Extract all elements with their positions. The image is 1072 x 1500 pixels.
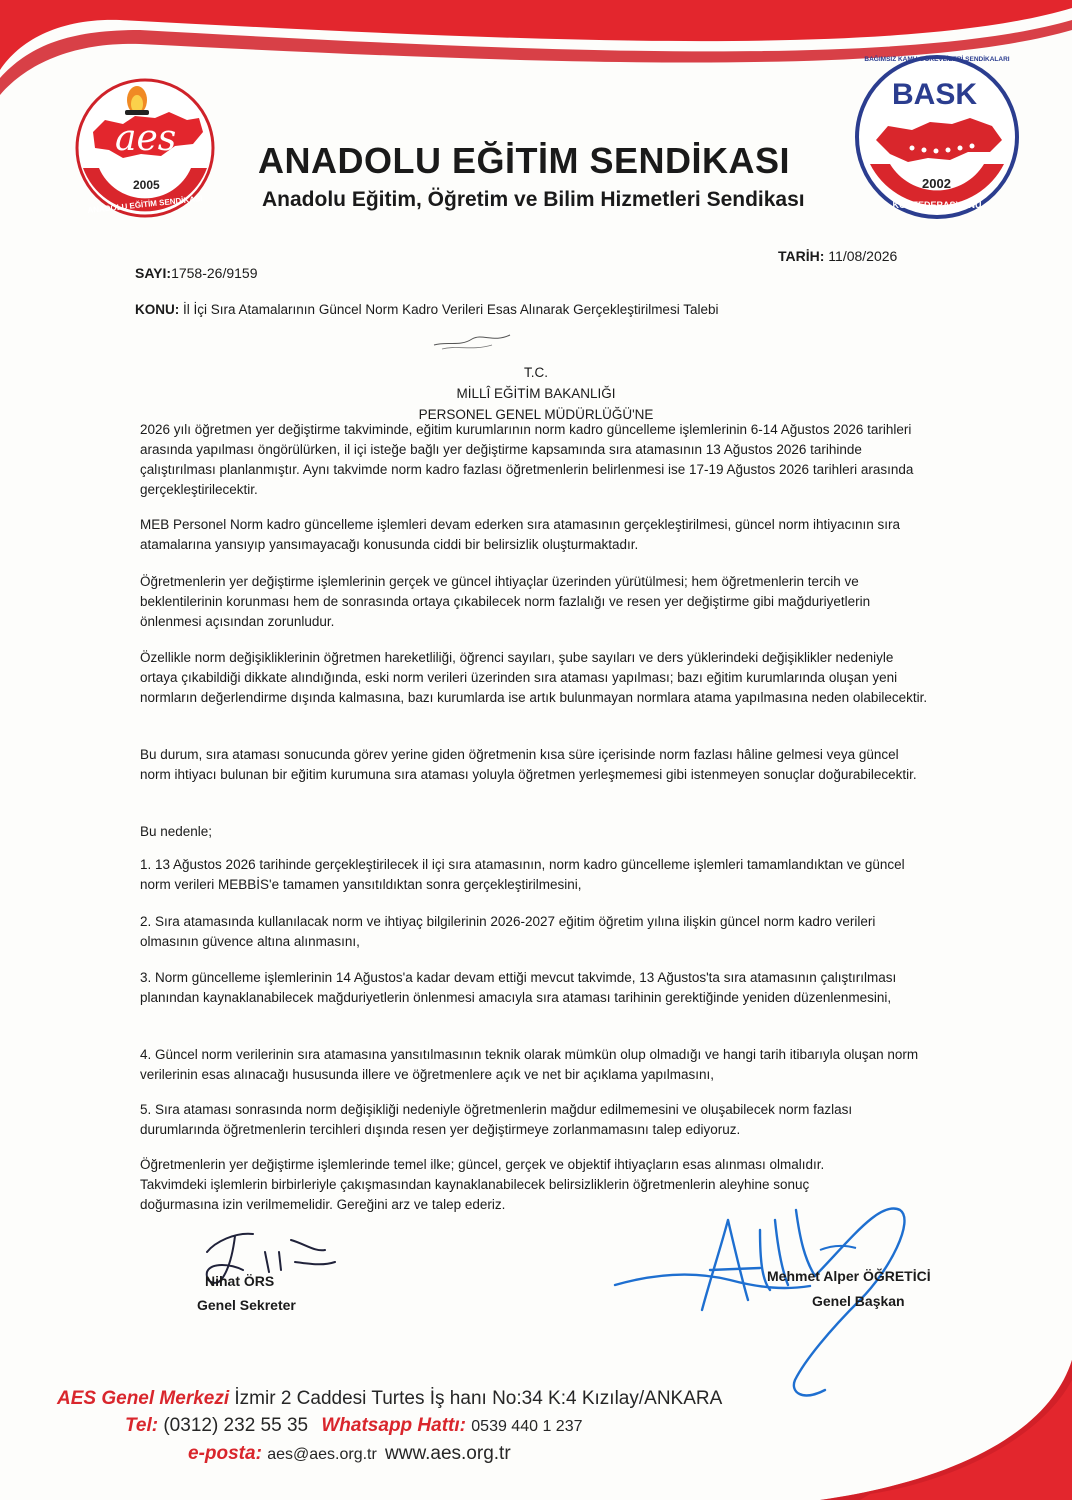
- addressee-block: [0, 362, 1072, 425]
- footer-address: [57, 1388, 722, 1410]
- subject-value: İl İçi Sıra Atamalarının Güncel Norm Kadro Verileri Esas Alınarak Gerçekleştirilmesi Talebi: [183, 302, 719, 317]
- body-paragraph-3: Öğretmenlerin yer değiştirme işlemlerinin gerçek ve güncel ihtiyaçlar üzerinden yürütülmesi; hem öğretmenlerin tercih ve beklentilerinin korunması hem de sonrasında ortaya çıkabilecek norm fazlalığı ve resen yer değiştirme gibi mağduriyetlerin önlenmesi açısından zorunludur.: [140, 574, 871, 629]
- footer-email: [188, 1443, 377, 1465]
- footer-corner-swoosh: [760, 1360, 1072, 1500]
- subject-label: KONU:: [135, 302, 180, 317]
- number-value: 1758-26/9159: [171, 265, 258, 281]
- addressee-line-3: PERSONEL GENEL MÜDÜRLÜĞÜ'NE: [418, 407, 654, 422]
- body-paragraph-6: Bu nedenle;: [140, 824, 213, 839]
- left-signer-title: Genel Sekreter: [197, 1297, 296, 1313]
- bask-logo: [852, 52, 1022, 222]
- addressee-line-1: T.C.: [523, 365, 548, 380]
- footer-tel-value[interactable]: (0312) 232 55 35: [163, 1415, 309, 1436]
- footer-whatsapp-value[interactable]: 0539 440 1 237: [471, 1418, 583, 1435]
- closing-paragraph: Öğretmenlerin yer değiştirme işlemlerinde temel ilke; güncel, gerçek ve objektif ihtiyaçların esas alınması olmalıdır. Takvimdeki işlemlerin birbirleriyle çakışmasından kaynaklanabilecek belirsizliklerin öğretmenlerin aleyhine sonuç doğurmasına izin verilmemelidir. Gereğini arz ve talep ederiz.: [140, 1157, 825, 1212]
- addressee-line-2: MİLLÎ EĞİTİM BAKANLIĞI: [456, 386, 616, 401]
- footer-website[interactable]: www.aes.org.tr: [385, 1443, 511, 1464]
- date-value: 11/08/2026: [828, 248, 898, 264]
- footer-hq-address: İzmir 2 Caddesi Turtes İş hanı No:34 K:4 Kızılay/ANKARA: [234, 1388, 723, 1409]
- aes-logo-year: 2005: [133, 178, 160, 192]
- number-line: [135, 265, 257, 281]
- paraph-scribble: [432, 327, 512, 353]
- footer-email-label: e-posta:: [188, 1443, 262, 1464]
- bask-logo-year: 2002: [922, 176, 951, 191]
- bask-logo-ring-top: BAĞIMSIZ KAMU GÖREVLİLERİ SENDİKALARI: [864, 56, 1010, 63]
- footer-tel-label: Tel:: [125, 1415, 159, 1436]
- request-item-5: 5. Sıra ataması sonrasında norm değişikliği nedeniyle öğretmenlerin mağdur edilmemesini ve oluşabilecek norm fazlası durumlarında öğretmenlerin tercihleri dışında resen yer değiştirmeye zorlanmamasını talep ediyoruz.: [140, 1102, 853, 1137]
- footer-phones: [125, 1415, 582, 1437]
- aes-logo-ring-text: ANADOLU EĞİTİM SENDİKASI: [87, 193, 203, 216]
- date-label: TARİH:: [778, 248, 825, 264]
- subject-line: [135, 302, 718, 317]
- right-signer-title: Genel Başkan: [812, 1293, 905, 1309]
- left-signer-name: Nihat ÖRS: [205, 1273, 275, 1289]
- date-line: [778, 248, 897, 264]
- body-paragraph-2: MEB Personel Norm kadro güncelleme işlemleri devam ederken sıra atamasının gerçekleştirilmesi, güncel norm ihtiyacının sıra atamalarına yansıyıp yansımayacağı konusunda ciddi bir belirsizlik oluşturmaktadır.: [140, 517, 901, 552]
- body-paragraph-1: 2026 yılı öğretmen yer değiştirme takviminde, eğitim kurumlarının norm kadro güncelleme işlemlerinin 6-14 Ağustos 2026 tarihleri arasında yapılması öngörülürken, il içi isteğe bağlı yer değiştirme kapsamında sıra atamasının 13 Ağustos 2026 tarihinde çalıştırılması planlanmıştır. Aynı takvimde norm kadro fazlası öğretmenlerin belirlenmesi ise 17-19 Ağustos 2026 tarihleri arasında gerçekleştirilecektir.: [140, 422, 914, 497]
- footer-hq-label: AES Genel Merkezi: [57, 1388, 230, 1409]
- request-item-2: 2. Sıra atamasında kullanılacak norm ve ihtiyaç bilgilerinin 2026-2027 eğitim öğretim yılına ilişkin güncel norm kadro verileri olmasının güvence altına alınmasını,: [140, 914, 876, 949]
- bask-logo-text: BASK: [892, 78, 978, 111]
- request-item-4: 4. Güncel norm verilerinin sıra atamasına yansıtılmasının teknik olarak mümkün olup olmadığı ve hangi tarih itibarıyla oluşan norm verilerinin esas alınacağı hususunda illere ve öğretmenlere açık ve net bir açıklama yapılmasını,: [140, 1047, 919, 1082]
- footer-whatsapp-label: Whatsapp Hattı:: [321, 1415, 466, 1436]
- request-item-1: 1. 13 Ağustos 2026 tarihinde gerçekleştirilecek il içi sıra atamasının, norm kadro güncelleme işlemleri tamamlandıktan ve güncel norm verileri MEBBİS'e tamamen yansıtıldıktan sonra gerçekleştirilmesini,: [140, 857, 905, 892]
- bask-logo-ring-bottom: KONFEDERASYONU: [892, 200, 982, 210]
- body-paragraph-4: Özellikle norm değişikliklerinin öğretmen hareketliliği, öğrenci sayıları, şube sayıları ve ders yüklerindeki değişiklikler nedeniyle ortaya çıkabildiği dikkate alındığında, eski norm verileri üzerinden sıra ataması yapılması; bazı eğitim kurumlarında oluşan yeni normların değerlendirme dışında kalmasına, bazı kurumlarda ise artık bulunmayan normlara atama yapılmasına neden olabilecektir.: [140, 650, 928, 705]
- request-item-3: 3. Norm güncelleme işlemlerinin 14 Ağustos'a kadar devam ettiği mevcut takvimde, 13 Ağustos'ta sıra atamasının çalıştırılması planından kaynaklanabilecek mağduriyetlerin önlenmesi amacıyla sıra ataması tarihinin gerektiğinde yeniden düzenlenmesini,: [140, 970, 897, 1005]
- body-paragraph-5: Bu durum, sıra ataması sonucunda görev yerine giden öğretmenin kısa süre içerisinde norm fazlası hâline gelmesi veya güncel norm ihtiyacı bulunan bir eğitim kurumuna sıra ataması yoluyla öğretmen yerleşmemesi gibi istenmeyen sonuçlar doğurabilecektir.: [140, 747, 917, 782]
- aes-logo: [65, 58, 225, 218]
- aes-logo-text: aes: [115, 118, 177, 159]
- letterhead-title: ANADOLU EĞİTİM SENDİKASI: [258, 140, 791, 181]
- letterhead-subtitle: Anadolu Eğitim, Öğretim ve Bilim Hizmetleri Sendikası: [262, 188, 805, 211]
- number-label: SAYI:: [135, 265, 172, 281]
- footer-email-value[interactable]: aes@aes.org.tr: [267, 1446, 377, 1463]
- right-signer-name: Mehmet Alper ÖĞRETİCİ: [767, 1268, 931, 1284]
